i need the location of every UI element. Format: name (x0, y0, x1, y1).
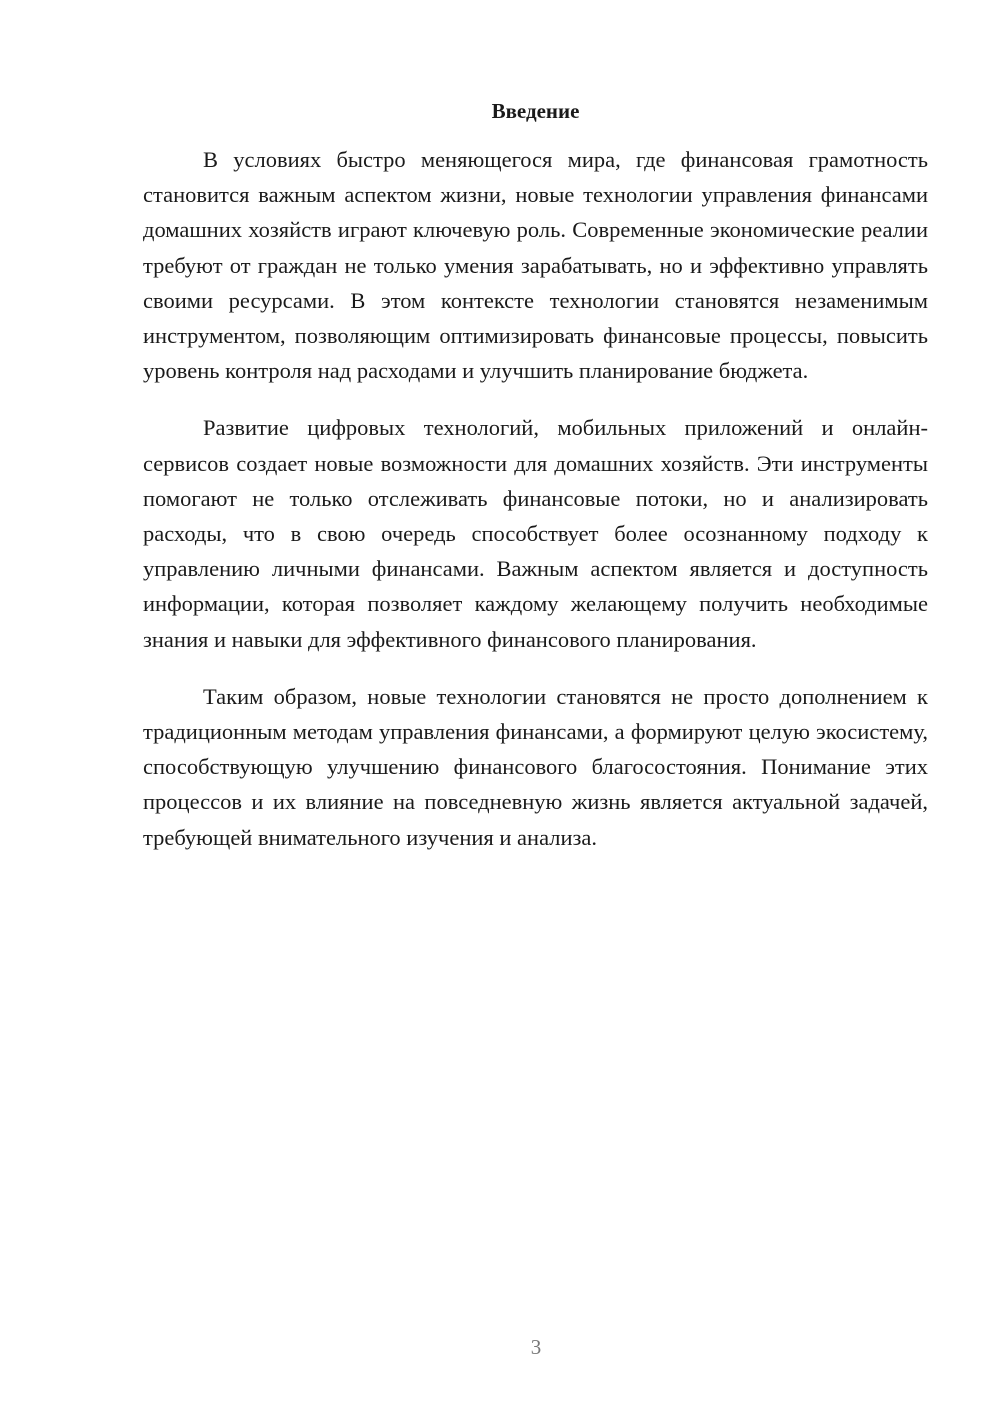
paragraph-1: В условиях быстро меняющегося мира, где финансовая грамотность становится важным аспектом жизни, новые технологии управления финансами домашних хозяйств играют ключевую роль. Современные экономические реалии требуют от граждан не только умения зарабатывать, но и эффективно управлять своими ресурсами. В этом контексте технологии становятся незаменимым инструментом, позволяющим оптимизировать финансовые процессы, повысить уровень контроля над расходами и улучшить планирование бюджета. (143, 147, 928, 384)
body-text (143, 142, 928, 877)
paragraph-3: Таким образом, новые технологии становятся не просто дополнением к традиционным методам управления финансами, а формируют целую экосистему, способствующую улучшению финансового благосостояния. Понимание этих процессов и их влияние на повседневную жизнь является актуальной задачей, требующей внимательного изучения и анализа. (143, 683, 928, 850)
paragraph-2: Развитие цифровых технологий, мобильных приложений и онлайн-сервисов создает новые возможности для домашних хозяйств. Эти инструменты помогают не только отслеживать финансовые потоки, но и анализировать расходы, что в свою очередь способствует более осознанному подходу к управлению личными финансами. Важным аспектом является и доступность информации, которая позволяет каждому желающему получить необходимые знания и навыки для эффективного финансового планирования. (143, 415, 928, 652)
page-number: 3 (530, 1335, 542, 1359)
section-heading: Введение (491, 99, 580, 123)
